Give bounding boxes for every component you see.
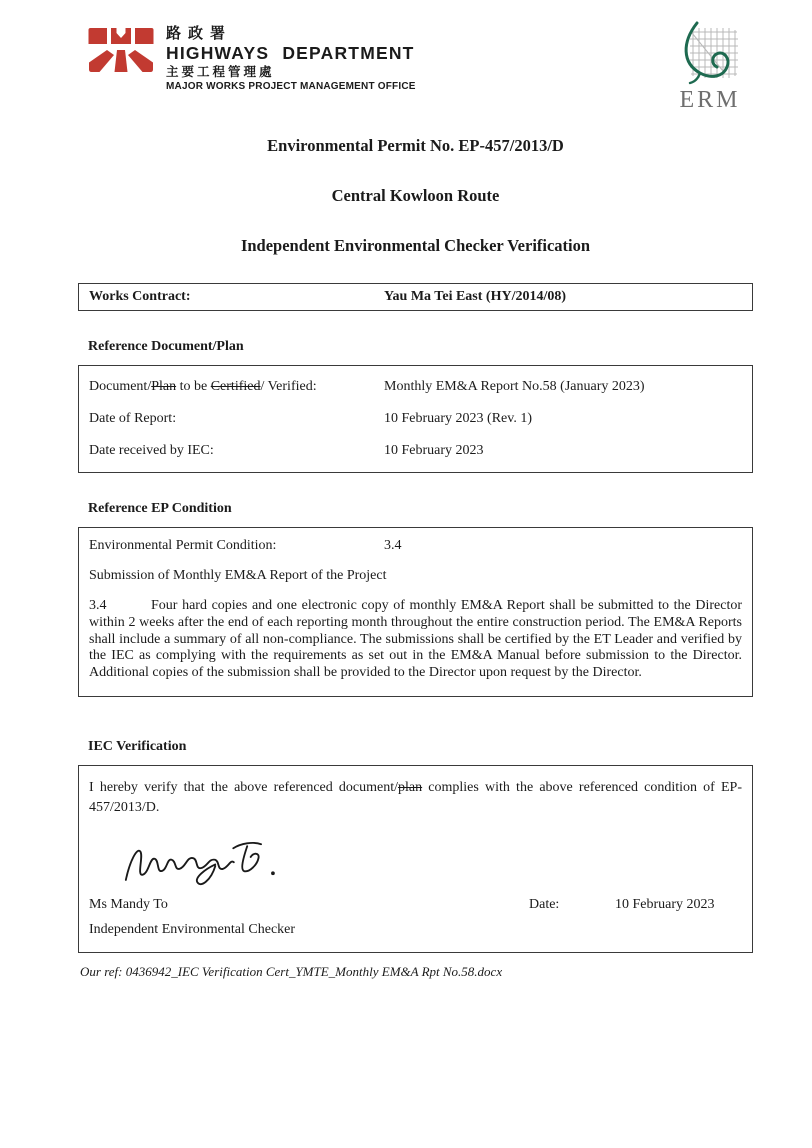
hyd-english-office: MAJOR WORKS PROJECT MANAGEMENT OFFICE [166,81,416,93]
hyd-english-name: HIGHWAYS DEPARTMENT [166,42,415,63]
struck-word-plan: Plan [151,379,177,394]
reference-ep-box [78,527,753,697]
hyd-logo-text [166,24,416,93]
erm-logo-block [667,20,753,114]
struck-word-certified: Certified [210,379,261,394]
document-verified-value: Monthly EM&A Report No.58 (January 2023) [384,379,645,394]
table-row [89,538,742,554]
document-type-title: Independent Environmental Checker Verification [240,236,591,255]
our-ref-line: Our ref: 0436942_IEC Verification Cert_YMTE_Monthly EM&A Rpt No.58.docx [80,963,503,979]
signer-name: Ms Mandy To [89,896,168,912]
ep-clause-text: Four hard copies and one electronic copy of monthly EM&A Report shall be submitted to the Director within 2 weeks after the end of each reporting month throughout the entire construction period. The EM&A Reports shall include a summary of all non-compliance. The submissions shall be certified by the ET Leader and verified by the IEC as complying with the requirements as set out in the EM&A Manual before submission to the Director. Additional copies of the submission shall be provided to the Director upon request by the Director. [89,598,742,681]
reference-ep-heading: Reference EP Condition [88,501,232,516]
ep-condition-subject: Submission of Monthly EM&A Report of the Project [89,568,387,583]
date-received-label: Date received by IEC: [89,443,214,458]
iec-verification-box [78,765,753,953]
works-contract-box [78,283,753,311]
erm-logo-text: ERM [679,87,741,113]
iec-verification-heading: IEC Verification [88,738,187,754]
table-row [89,403,742,435]
highways-department-logo-icon [86,24,156,94]
ep-condition-label: Environmental Permit Condition: [89,538,277,553]
works-contract-value: Yau Ma Tei East (HY/2014/08) [384,289,567,304]
signature-name-date-row [89,897,742,913]
signer-title: Independent Environmental Checker [89,921,296,937]
page-header [78,24,753,114]
struck-word-plan: plan [398,779,423,795]
erm-logo-icon [667,20,753,86]
table-row [89,435,742,467]
hyd-chinese-name: 路政署 [166,25,233,42]
date-received-value: 10 February 2023 [384,443,484,458]
iec-verification-statement: I hereby verify that the above referenced document/plan complies with the above referenced condition of EP-457/2013/D. [89,779,742,816]
date-value: 10 February 2023 [615,896,715,912]
reference-document-heading: Reference Document/Plan [88,339,244,354]
ep-condition-value: 3.4 [384,538,402,553]
date-label: Date: [529,896,560,912]
works-contract-label: Works Contract: [89,289,191,304]
reference-document-box [78,365,753,473]
project-title: Central Kowloon Route [331,186,500,205]
document-verified-label: Document/Plan to be Certified/ Verified: [89,379,317,394]
signature-handwriting [90,824,327,894]
hyd-chinese-office: 主要工程管理處 [166,65,275,80]
permit-number-title: Environmental Permit No. EP-457/2013/D [267,136,564,155]
date-of-report-label: Date of Report: [89,411,177,426]
table-row [89,371,742,403]
ep-clause-paragraph [89,598,742,682]
date-of-report-value: 10 February 2023 (Rev. 1) [384,411,533,426]
highways-department-logo-block [86,24,416,94]
ep-clause-number: 3.4 [89,598,107,613]
